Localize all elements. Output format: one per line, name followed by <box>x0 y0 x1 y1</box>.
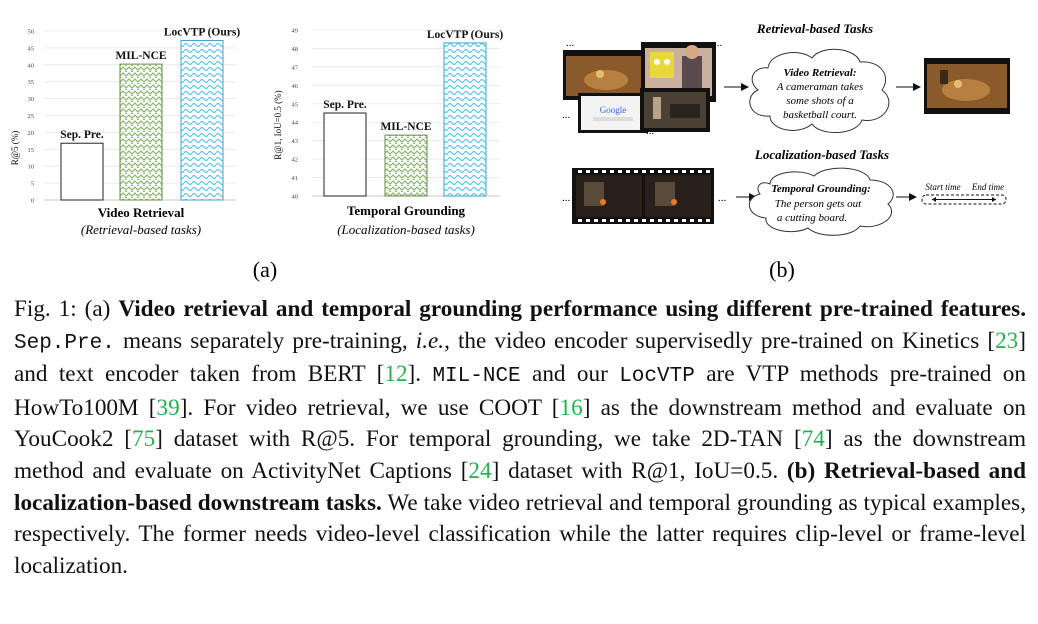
y-tick-label: 42 <box>291 156 298 164</box>
y-tick-label: 44 <box>291 119 298 127</box>
caption-bold-a: Video retrieval and temporal grounding performance using different pre-trained features. <box>118 296 1027 322</box>
sprocket-hole <box>610 170 614 173</box>
y-tick-label: 0 <box>30 197 34 205</box>
sprocket-hole <box>642 219 646 222</box>
bar-sep-pre <box>324 113 366 196</box>
y-tick-label: 35 <box>27 79 34 87</box>
sprocket-hole <box>594 219 598 222</box>
sprocket-hole <box>658 219 662 222</box>
task-diagram <box>562 21 1010 235</box>
sprocket-hole <box>578 170 582 173</box>
sprocket-hole <box>586 219 590 222</box>
retrieval-cloud-line-3: basketball court. <box>783 109 857 121</box>
sprocket-hole <box>626 219 630 222</box>
start-time-label: Start time <box>925 182 961 192</box>
caption-text-9: ] as the downstream method and evaluate on YouCook2 [ <box>14 394 1027 453</box>
grounding-cloud-line-1: The person gets out <box>774 198 862 210</box>
sprocket-hole <box>578 219 582 222</box>
time-span-output <box>922 182 1006 204</box>
label-a: (a) <box>252 257 278 282</box>
y-tick-label: 45 <box>27 45 34 53</box>
bar-label: LocVTP (Ours) <box>163 26 241 39</box>
sprocket-hole <box>602 219 606 222</box>
video-retrieval-chart <box>10 26 240 237</box>
y-tick-label: 20 <box>27 129 34 137</box>
bar-label: MIL-NCE <box>380 121 432 134</box>
y-tick-label: 49 <box>291 27 298 35</box>
caption-text-4: ] and text encoder taken from BERT [ <box>14 327 1026 388</box>
retrieval-cloud-title: Video Retrieval: <box>783 67 857 79</box>
y-tick-label: 41 <box>291 175 298 183</box>
y-tick-label: 47 <box>291 64 298 72</box>
retrieval-cloud-line-1: A cameraman takes <box>776 81 864 93</box>
sprocket-hole <box>602 170 606 173</box>
temporal-grounding-cloud <box>749 168 893 235</box>
sprocket-hole <box>618 219 622 222</box>
sprocket-hole <box>650 219 654 222</box>
temporal-grounding-chart <box>273 28 503 238</box>
sprocket-hole <box>634 170 638 173</box>
bar-mil-nce <box>385 135 427 196</box>
retrieval-cloud-line-2: some shots of a <box>786 95 854 107</box>
video-thumbnail-stack <box>562 37 723 137</box>
sprocket-hole <box>610 219 614 222</box>
sprocket-hole <box>698 170 702 173</box>
caption-bold-b: (b) Retrieval-based and localization-based downstream tasks. <box>14 457 1027 516</box>
citation-link-23[interactable]: 23 <box>995 327 1019 354</box>
bar-label: Sep. Pre. <box>60 129 104 142</box>
y-tick-label: 40 <box>27 62 34 70</box>
sprocket-hole <box>706 219 710 222</box>
sprocket-hole <box>626 170 630 173</box>
y-tick-label: 5 <box>30 180 34 188</box>
sprocket-hole <box>618 170 622 173</box>
label-b: (b) <box>769 257 795 282</box>
sprocket-hole <box>658 170 662 173</box>
strip-dots-right: ... <box>718 192 727 204</box>
sprocket-hole <box>650 170 654 173</box>
sprocket-hole <box>586 170 590 173</box>
citation-link-24[interactable]: 24 <box>468 457 492 484</box>
y-tick-label: 40 <box>291 193 298 201</box>
figure-svg <box>0 0 1038 290</box>
thumb-dots-1: ... <box>566 37 575 49</box>
sprocket-hole <box>682 170 686 173</box>
y-tick-label: 10 <box>27 163 34 171</box>
sprocket-hole <box>634 219 638 222</box>
caption-mono-locvtp: LocVTP <box>619 365 695 389</box>
sprocket-hole <box>666 219 670 222</box>
caption-text-12: ] dataset with R@1, IoU=0.5. <box>491 457 787 484</box>
chart1-title: Video Retrieval <box>97 205 185 220</box>
end-time-label: End time <box>971 182 1005 192</box>
caption-text-13: We take video retrieval and temporal grounding as typical examples, respectively. The former needs video-level classification while the latter requires clip-level or frame-level localization. <box>14 489 1026 579</box>
y-tick-label: 48 <box>291 45 298 53</box>
thumb-dots-4: ... <box>714 37 723 49</box>
y-tick-label: 45 <box>291 101 298 109</box>
thumb-dots-3: ... <box>646 125 655 137</box>
sprocket-hole <box>690 170 694 173</box>
localization-heading: Localization-based Tasks <box>754 147 890 162</box>
caption-text-3: , the video encoder supervisedly pre-trained on Kinetics [ <box>444 327 996 354</box>
caption-prefix: Fig. 1: (a) <box>14 296 119 322</box>
video-retrieval-cloud <box>750 49 889 132</box>
bar-locvtp-ours <box>181 40 223 200</box>
sprocket-hole <box>690 219 694 222</box>
chart1-subtitle: (Retrieval-based tasks) <box>80 222 202 237</box>
grounding-cloud-line-2: a cutting board. <box>776 212 848 224</box>
figure-caption <box>14 294 1026 582</box>
retrieved-video-thumbnail <box>924 58 1010 114</box>
sprocket-hole <box>682 219 686 222</box>
citation-link-12[interactable]: 12 <box>384 361 408 388</box>
bar-label: MIL-NCE <box>115 50 167 63</box>
google-logo-text: Google <box>599 105 627 115</box>
caption-text-5: ]. <box>407 361 433 388</box>
caption-text-7: are VTP methods pre-trained on HowTo100M [ <box>14 361 1026 421</box>
bar-label: Sep. Pre. <box>323 99 367 111</box>
y-tick-label: 30 <box>27 96 34 104</box>
thumb-dots-2: ... <box>562 109 571 121</box>
chart2-ylabel: R@1, IoU=0.5 (%) <box>273 90 283 160</box>
citation-link-16[interactable]: 16 <box>559 394 583 421</box>
sprocket-hole <box>698 219 702 222</box>
sprocket-hole <box>666 170 670 173</box>
chart2-title: Temporal Grounding <box>346 203 466 218</box>
bar-mil-nce <box>120 64 162 200</box>
chart1-ylabel: R@5 (%) <box>10 130 20 166</box>
bar-locvtp-ours <box>444 43 486 196</box>
sprocket-hole <box>594 170 598 173</box>
citation-link-75[interactable]: 75 <box>131 426 156 453</box>
sprocket-hole <box>706 170 710 173</box>
sprocket-hole <box>642 170 646 173</box>
caption-ie: i.e. <box>415 327 445 354</box>
y-tick-label: 43 <box>291 138 298 146</box>
y-tick-label: 15 <box>27 146 34 154</box>
grounding-cloud-title: Temporal Grounding: <box>771 183 871 195</box>
y-tick-label: 46 <box>291 82 298 90</box>
caption-text-11: ] as the downstream method and evaluate on ActivityNet Captions [ <box>14 426 1026 484</box>
sprocket-hole <box>674 170 678 173</box>
bar-label: LocVTP (Ours) <box>426 28 504 41</box>
citation-link-74[interactable]: 74 <box>801 426 825 453</box>
video-film-strip <box>562 168 727 224</box>
strip-dots-left: ... <box>562 192 571 204</box>
caption-text-8: ]. For video retrieval, we use COOT [ <box>179 394 560 421</box>
caption-text-2: means separately pre-training, <box>114 327 416 354</box>
chart2-subtitle: (Localization-based tasks) <box>337 222 475 237</box>
y-tick-label: 25 <box>27 113 34 120</box>
caption-mono-milnce: MIL-NCE <box>432 365 521 389</box>
caption-text-6: and our <box>520 361 620 388</box>
citation-link-39[interactable]: 39 <box>156 394 180 421</box>
retrieval-heading: Retrieval-based Tasks <box>756 21 874 36</box>
figure-1 <box>0 0 1038 290</box>
caption-mono-seppre: Sep.Pre. <box>14 331 115 355</box>
bar-sep-pre <box>61 143 103 200</box>
caption-text-10: ] dataset with R@5. For temporal grounding, we take 2D-TAN [ <box>155 426 802 453</box>
sprocket-hole <box>674 219 678 222</box>
y-tick-label: 50 <box>27 28 34 36</box>
